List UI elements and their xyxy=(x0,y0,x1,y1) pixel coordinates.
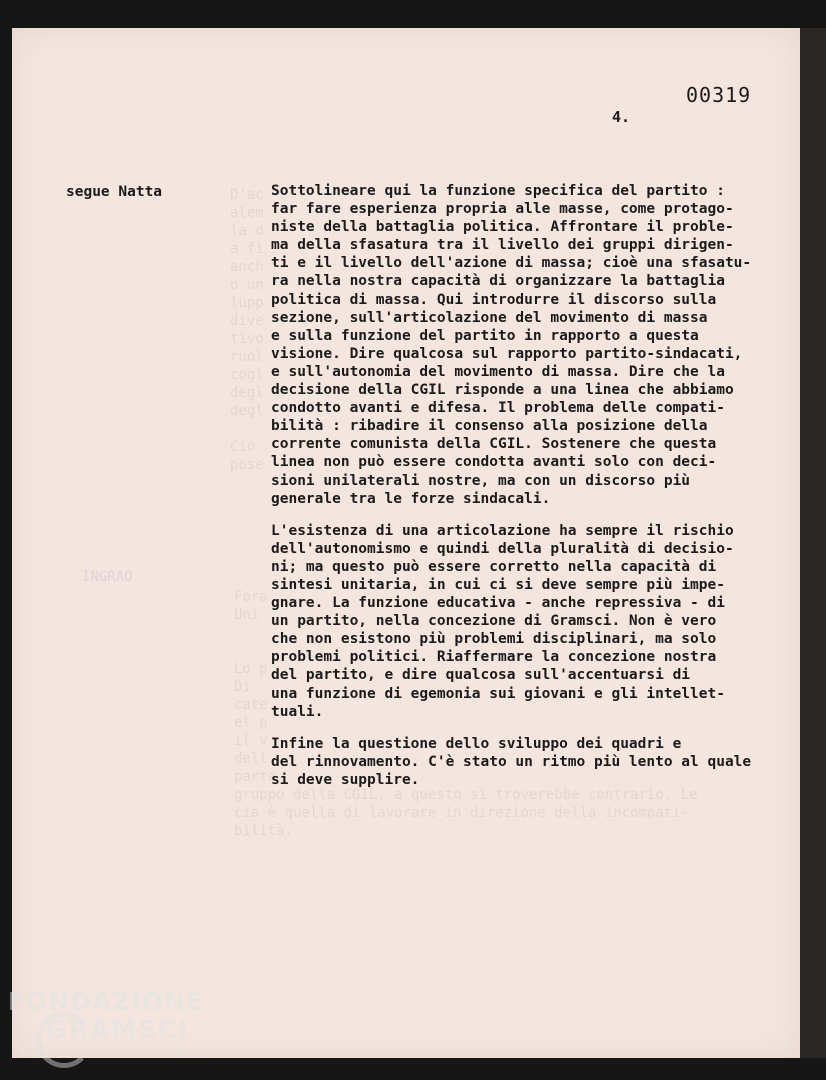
paragraph: Sottolineare qui la funzione specifica del partito : far fare esperienza propria alle masse, come protago- niste della battaglia politica. Affrontare il proble- ma della sfasatura tra il livello dei gruppi dirigen- ti e il livello dell'azione di massa; cioè una sfasatu- ra nella nostra capacità di organizzare la battaglia politica di massa. Qui introdurre il discorso sulla sezione, sull'articolazione del movimento di massa e sulla funzione del partito in rapporto a questa visione. Dire qualcosa sul rapporto partito-sindacati, e sull'autonomia del movimento di massa. Dire che la decisione della CGIL risponde a una linea che abbiamo condotto avanti e difesa. Il problema delle compati- bilità : ribadire il consenso alla posizione della corrente comunista della CGIL. Sostenere che questa linea non può essere condotta avanti solo con deci- sioni unilaterali nostre, ma con un discorso più generale tra le forze sindacali. xyxy=(271,183,752,507)
logo-line2: GRAMSCI xyxy=(46,1015,190,1044)
body-text xyxy=(271,182,796,803)
logo-g-mark-icon xyxy=(36,1012,92,1068)
speaker-label: segue Natta xyxy=(66,184,163,200)
paragraph: Infine la questione dello sviluppo dei quadri e del rinnovamento. C'è stato un ritmo più lento al quale si deve supplire. xyxy=(271,735,752,788)
show-through-label: INGRAO xyxy=(82,569,133,585)
logo-line1: FONDAZIONE xyxy=(8,987,205,1016)
page-edge xyxy=(800,28,826,1058)
show-through-texture-lower: Fora Uni Lo p Di cate el p il v dell parte gruppo della CGIL, a questo si troverebbe contrario. Le cia è quella di lavorare in direzione della incompati- bilità. xyxy=(234,589,698,839)
page-number: 4. xyxy=(612,108,631,126)
watermark-logo xyxy=(8,987,208,1059)
archive-number: 00319 xyxy=(686,83,752,107)
paragraph: L'esistenza di una articolazione ha sempre il rischio dell'autonomismo e quindi della pluralità di decisio- ni; ma questo può essere corretto nella capacità di sintesi unitaria, in cui ci si deve sempre più impe- gnare. La funzione educativa - anche repressiva - di un partito, nella concezione di Gramsci. Non è vero che non esistono più problemi disciplinari, ma solo problemi politici. Riaffermare la concezione nostra del partito, e dire qualcosa sull'accentuarsi di una funzione di egemonia sui giovani e gli intellet- tuali. xyxy=(271,522,734,720)
logo-small-text: ONLUS xyxy=(172,1050,208,1059)
show-through-texture: D'ac alem la d a fi anch o un lupp dive tivo ruol cogl degl degl Ciò pose xyxy=(230,187,264,473)
